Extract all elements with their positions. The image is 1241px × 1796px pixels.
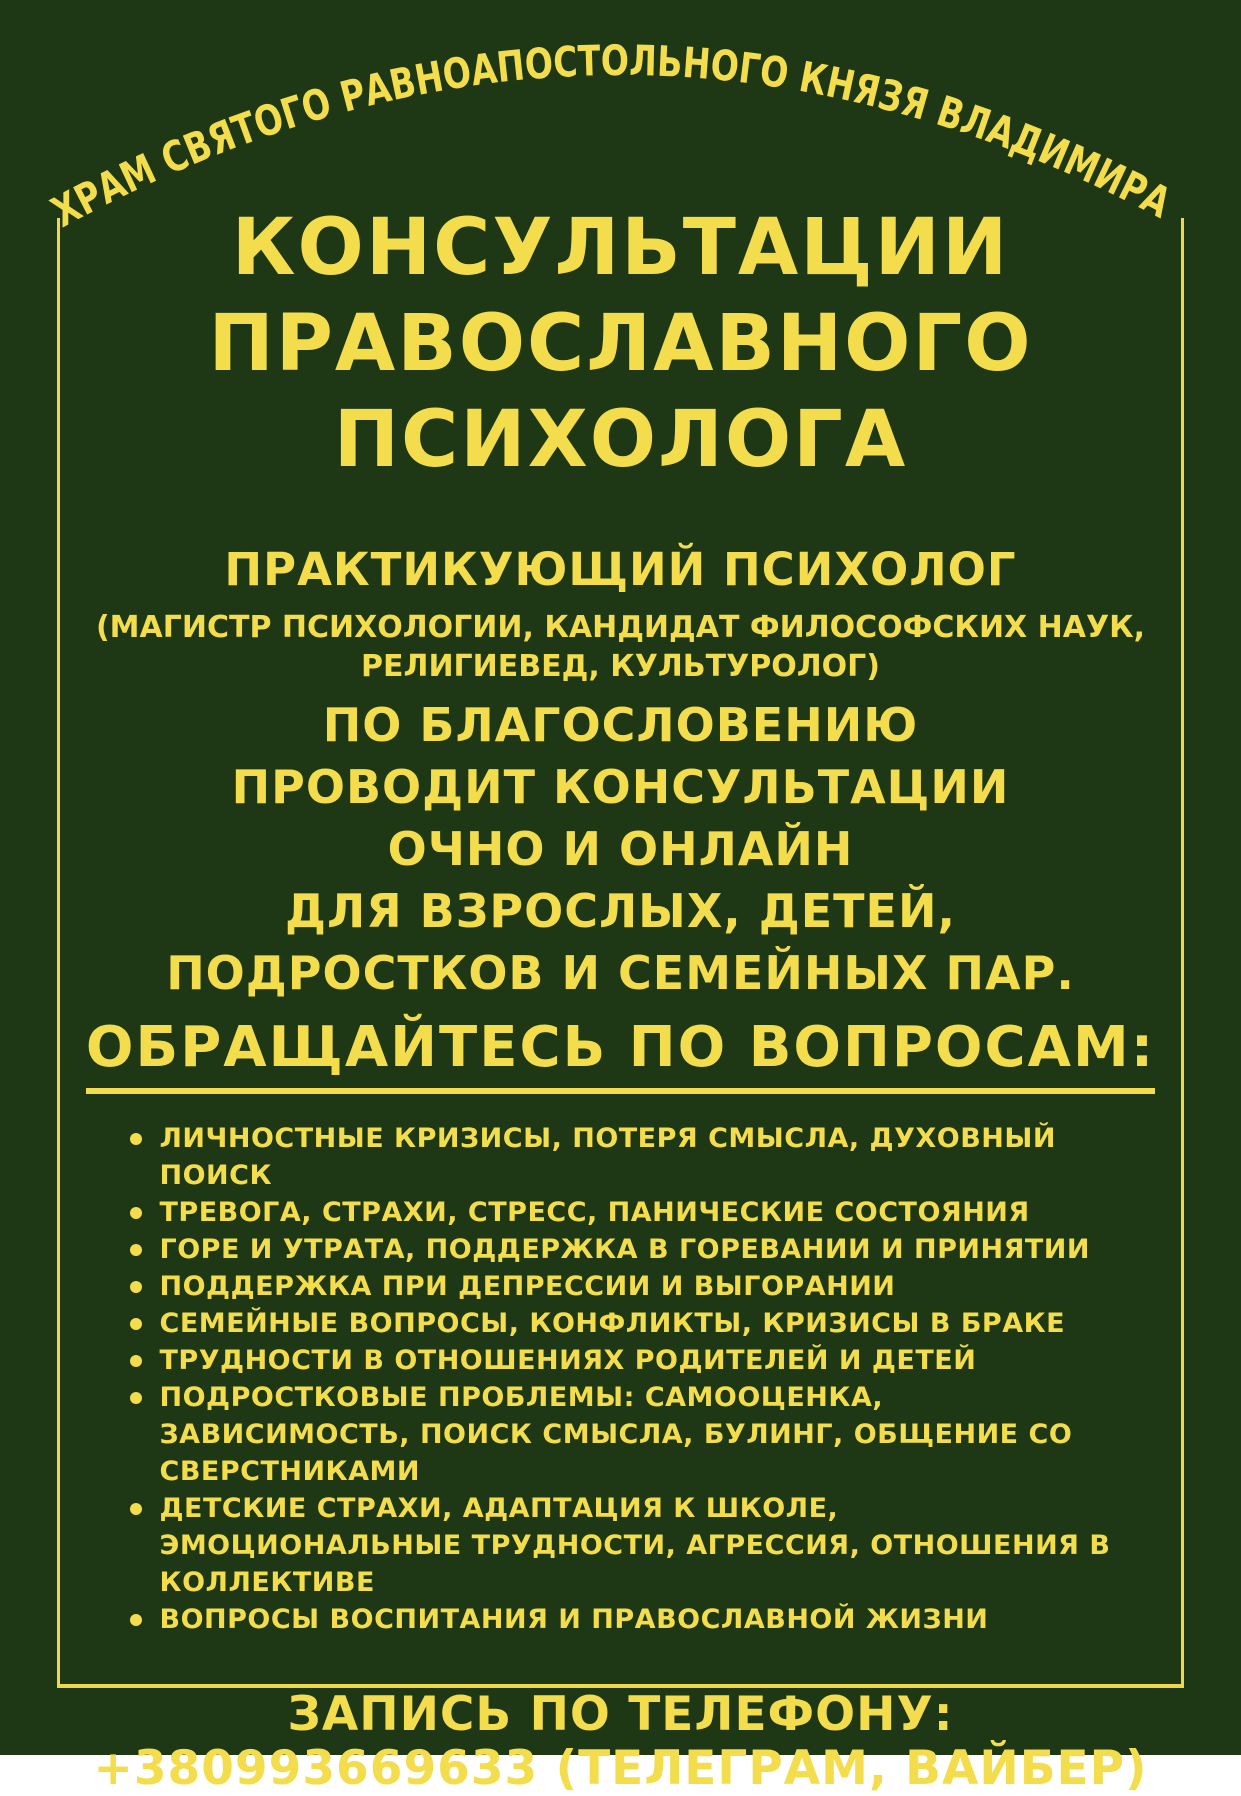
topic-item: ЛИЧНОСТНЫЕ КРИЗИСЫ, ПОТЕРЯ СМЫСЛА, ДУХОВНЫЙ ПОИСК xyxy=(126,1120,1116,1194)
topic-item: СЕМЕЙНЫЕ ВОПРОСЫ, КОНФЛИКТЫ, КРИЗИСЫ В БРАКЕ xyxy=(126,1305,1116,1342)
practitioner-heading: ПРАКТИКУЮЩИЙ ПСИХОЛОГ xyxy=(224,543,1017,596)
topics-heading-text: ОБРАЩАЙТЕСЬ ПО ВОПРОСАМ: xyxy=(86,1014,1155,1094)
phone-number: +380993669633 (ТЕЛЕГРАМ, ВАЙБЕР) xyxy=(93,1741,1148,1796)
credentials-line-2: РЕЛИГИЕВЕД, КУЛЬТУРОЛОГ) xyxy=(361,649,880,684)
contact-label: ЗАПИСЬ ПО ТЕЛЕФОНУ: xyxy=(287,1687,954,1742)
practitioner-credentials xyxy=(0,608,1241,686)
poster-content xyxy=(0,200,1241,1796)
topic-item: ПОДДЕРЖКА ПРИ ДЕПРЕССИИ И ВЫГОРАНИИ xyxy=(126,1268,1116,1305)
topics-list xyxy=(126,1120,1116,1638)
offer-line-3: ОЧНО И ОНЛАЙН xyxy=(387,822,854,876)
credentials-line-1: (МАГИСТР ПСИХОЛОГИИ, КАНДИДАТ ФИЛОСОФСКИХ НАУК, xyxy=(95,610,1146,645)
topic-item: ГОРЕ И УТРАТА, ПОДДЕРЖКА В ГОРЕВАНИИ И ПРИНЯТИИ xyxy=(126,1231,1116,1268)
topic-item: ВОПРОСЫ ВОСПИТАНИЯ И ПРАВОСЛАВНОЙ ЖИЗНИ xyxy=(126,1601,1116,1638)
offer-line-4: ДЛЯ ВЗРОСЛЫХ, ДЕТЕЙ, xyxy=(285,884,956,938)
topic-item: ТРУДНОСТИ В ОТНОШЕНИЯХ РОДИТЕЛЕЙ И ДЕТЕЙ xyxy=(126,1342,1116,1379)
topic-item: ТРЕВОГА, СТРАХИ, СТРЕСС, ПАНИЧЕСКИЕ СОСТОЯНИЯ xyxy=(126,1194,1116,1231)
topics-heading xyxy=(0,1014,1241,1094)
offer-line-5: ПОДРОСТКОВ И СЕМЕЙНЫХ ПАР. xyxy=(166,946,1075,1000)
poster-title-line-2: ПРАВОСЛАВНОГО xyxy=(208,299,1033,389)
poster-title-line-3: ПСИХОЛОГА xyxy=(333,395,908,485)
topic-item: ДЕТСКИЕ СТРАХИ, АДАПТАЦИЯ К ШКОЛЕ, ЭМОЦИОНАЛЬНЫЕ ТРУДНОСТИ, АГРЕССИЯ, ОТНОШЕНИЯ В КОЛЛЕКТИВЕ xyxy=(126,1490,1116,1601)
church-name-text: ХРАМ СВЯТОГО РАВНОАПОСТОЛЬНОГО КНЯЗЯ ВЛАДИМИРА xyxy=(43,35,1185,237)
contact-block xyxy=(0,1688,1241,1796)
poster-title-line-1: КОНСУЛЬТАЦИИ xyxy=(231,203,1010,293)
poster-title xyxy=(0,200,1241,488)
offer-block xyxy=(0,694,1241,1004)
offer-line-1: ПО БЛАГОСЛОВЕНИЮ xyxy=(322,698,919,752)
offer-line-2: ПРОВОДИТ КОНСУЛЬТАЦИИ xyxy=(231,760,1010,814)
topic-item: ПОДРОСТКОВЫЕ ПРОБЛЕМЫ: САМООЦЕНКА, ЗАВИСИМОСТЬ, ПОИСК СМЫСЛА, БУЛИНГ, ОБЩЕНИЕ СО СВЕРСТНИКАМИ xyxy=(126,1379,1116,1490)
